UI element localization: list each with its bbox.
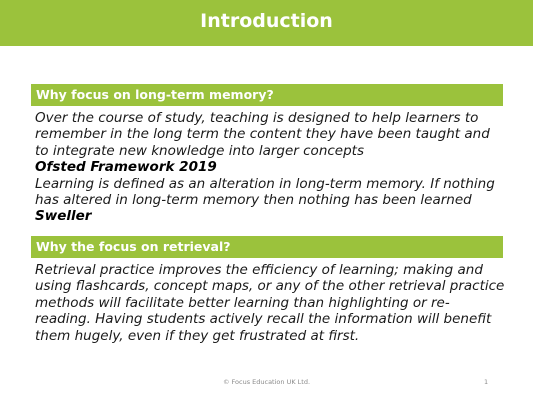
- title-banner: [0, 0, 533, 46]
- page-title: Introduction: [200, 10, 333, 32]
- footer-copyright: © Focus Education UK Ltd.: [222, 378, 311, 386]
- memory-reference-ofsted: Ofsted Framework 2019: [35, 159, 217, 176]
- section-heading-bar-memory: [31, 84, 503, 106]
- memory-quote-ofsted: Over the course of study, teaching is designed to help learners to remember in the long term the content they have been taught and to integrate new knowledge into larger concepts: [35, 110, 490, 159]
- memory-reference-sweller: Sweller: [35, 208, 92, 225]
- section-heading-retrieval: Why the focus on retrieval?: [36, 239, 231, 254]
- memory-quote-sweller: Learning is defined as an alteration in long-term memory. If nothing has altered in long-term memory then nothing has been learned: [35, 175, 495, 209]
- retrieval-paragraph: Retrieval practice improves the efficiency of learning; making and using flashcards, concept maps, or any of the other retrieval practice methods will facilitate better learning than highlighting or re-reading. Having students actively recall the information will benefit them hugely, even if they get frustrated at first.: [35, 262, 505, 344]
- section-body-memory: [35, 110, 505, 225]
- section-heading-bar-retrieval: [31, 236, 503, 258]
- section-body-retrieval: [35, 262, 505, 344]
- section-heading-memory: Why focus on long-term memory?: [36, 87, 274, 102]
- page-number: 1: [484, 378, 489, 386]
